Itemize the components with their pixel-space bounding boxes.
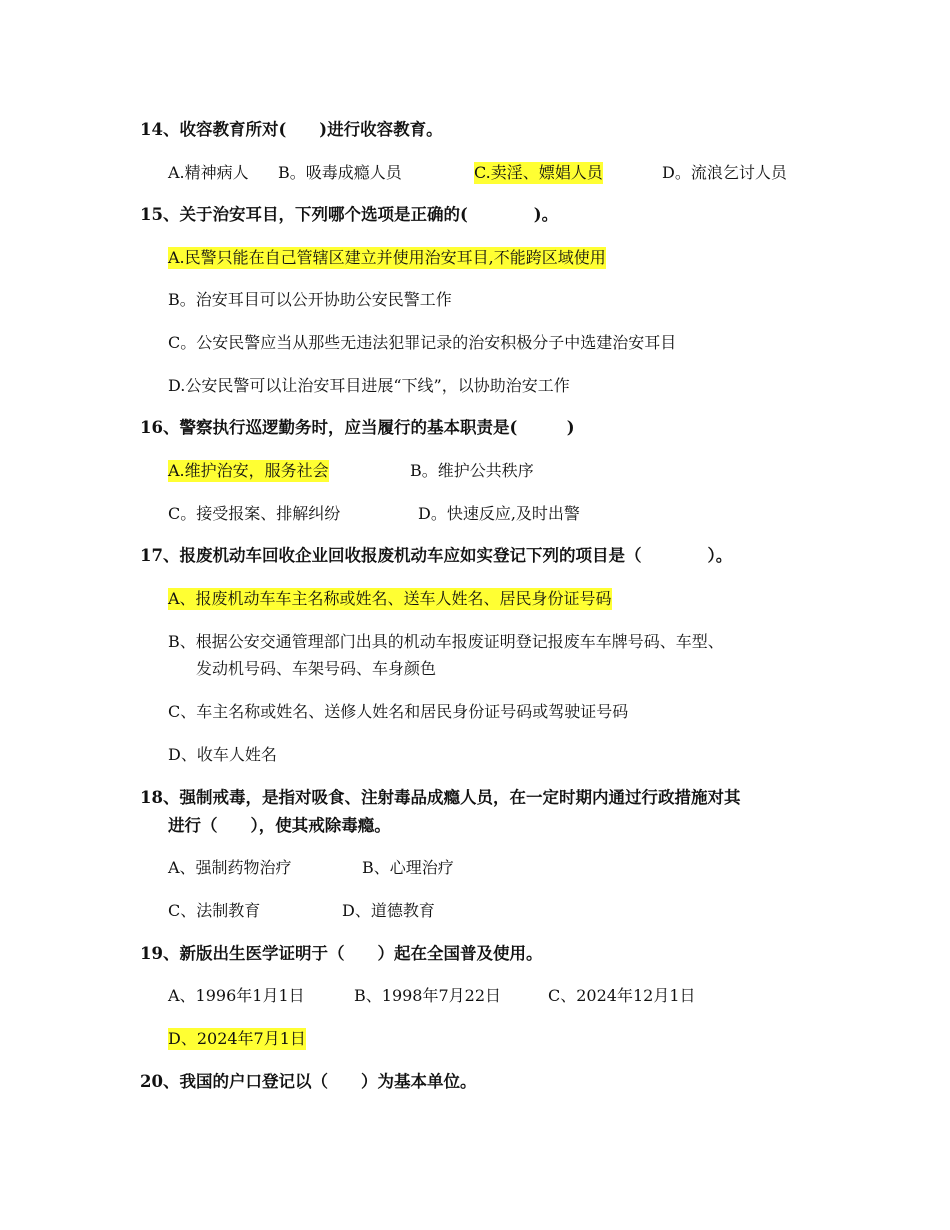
q14-option-a: A.精神病人 — [168, 163, 249, 182]
q17-option-b-line2: 发动机号码、车架号码、车身颜色 — [196, 659, 437, 678]
q16-option-d: D。快速反应,及时出警 — [418, 504, 580, 523]
q18-option-a: A、强制药物治疗 — [168, 858, 292, 877]
question-20-stem: 20、我国的户口登记以（ ）为基本单位。 — [140, 1072, 477, 1091]
q17-option-c: C、车主名称或姓名、送修人姓名和居民身份证号码或驾驶证号码 — [168, 702, 629, 721]
question-18-stem-line2: 进行（ ），使其戒除毒瘾。 — [168, 816, 391, 835]
q17-option-a-highlighted: A、报废机动车车主名称或姓名、送车人姓名、居民身份证号码 — [168, 589, 612, 608]
q15-option-b: B。治安耳目可以公开协助公安民警工作 — [168, 290, 452, 309]
q19-option-a: A、1996年1月1日 — [168, 986, 305, 1005]
question-14-stem: 14、收容教育所对( )进行收容教育。 — [140, 120, 443, 139]
q19-option-d-highlighted: D、2024年7月1日 — [168, 1029, 306, 1048]
q16-option-a-highlighted: A.维护治安，服务社会 — [168, 461, 329, 480]
q15-option-c: C。公安民警应当从那些无违法犯罪记录的治安积极分子中选建治安耳目 — [168, 333, 677, 352]
question-18-options-row1 — [168, 857, 668, 879]
question-16-options-row1 — [168, 460, 668, 482]
q18-option-c: C、法制教育 — [168, 901, 261, 920]
q17-option-b-line1: B、根据公安交通管理部门出具的机动车报废证明登记报废车车牌号码、车型、 — [168, 632, 724, 651]
question-15-stem: 15、关于治安耳目，下列哪个选项是正确的( )。 — [140, 205, 559, 224]
question-16-options-row2 — [168, 503, 668, 525]
q14-option-d: D。流浪乞讨人员 — [662, 163, 787, 182]
question-19-options-row1 — [168, 985, 788, 1007]
question-18-stem-line1: 18、强制戒毒，是指对吸食、注射毒品成瘾人员，在一定时期内通过行政措施对其 — [140, 788, 741, 807]
q18-option-d: D、道德教育 — [342, 901, 435, 920]
q16-option-c: C。接受报案、排解纠纷 — [168, 504, 341, 523]
question-17-stem: 17、报废机动车回收企业回收报废机动车应如实登记下列的项目是（ ）。 — [140, 546, 733, 565]
question-19-stem: 19、新版出生医学证明于（ ）起在全国普及使用。 — [140, 944, 543, 963]
q19-option-b: B、1998年7月22日 — [354, 986, 502, 1005]
q14-option-b: B。吸毒成瘾人员 — [278, 163, 402, 182]
question-16-stem: 16、警察执行巡逻勤务时，应当履行的基本职责是( ) — [140, 418, 575, 437]
q18-option-b: B、心理治疗 — [362, 858, 454, 877]
q15-option-d: D.公安民警可以让治安耳目进展“下线”，以协助治安工作 — [168, 376, 570, 395]
q15-option-a-highlighted: A.民警只能在自己管辖区建立并使用治安耳目,不能跨区域使用 — [168, 248, 606, 267]
q19-option-c: C、2024年12月1日 — [548, 986, 696, 1005]
question-18-options-row2 — [168, 900, 668, 922]
q16-option-b: B。维护公共秩序 — [410, 461, 534, 480]
question-14-options — [168, 162, 828, 184]
q17-option-d: D、收车人姓名 — [168, 745, 277, 764]
q14-option-c-highlighted: C.卖淫、嫖娼人员 — [474, 163, 603, 182]
